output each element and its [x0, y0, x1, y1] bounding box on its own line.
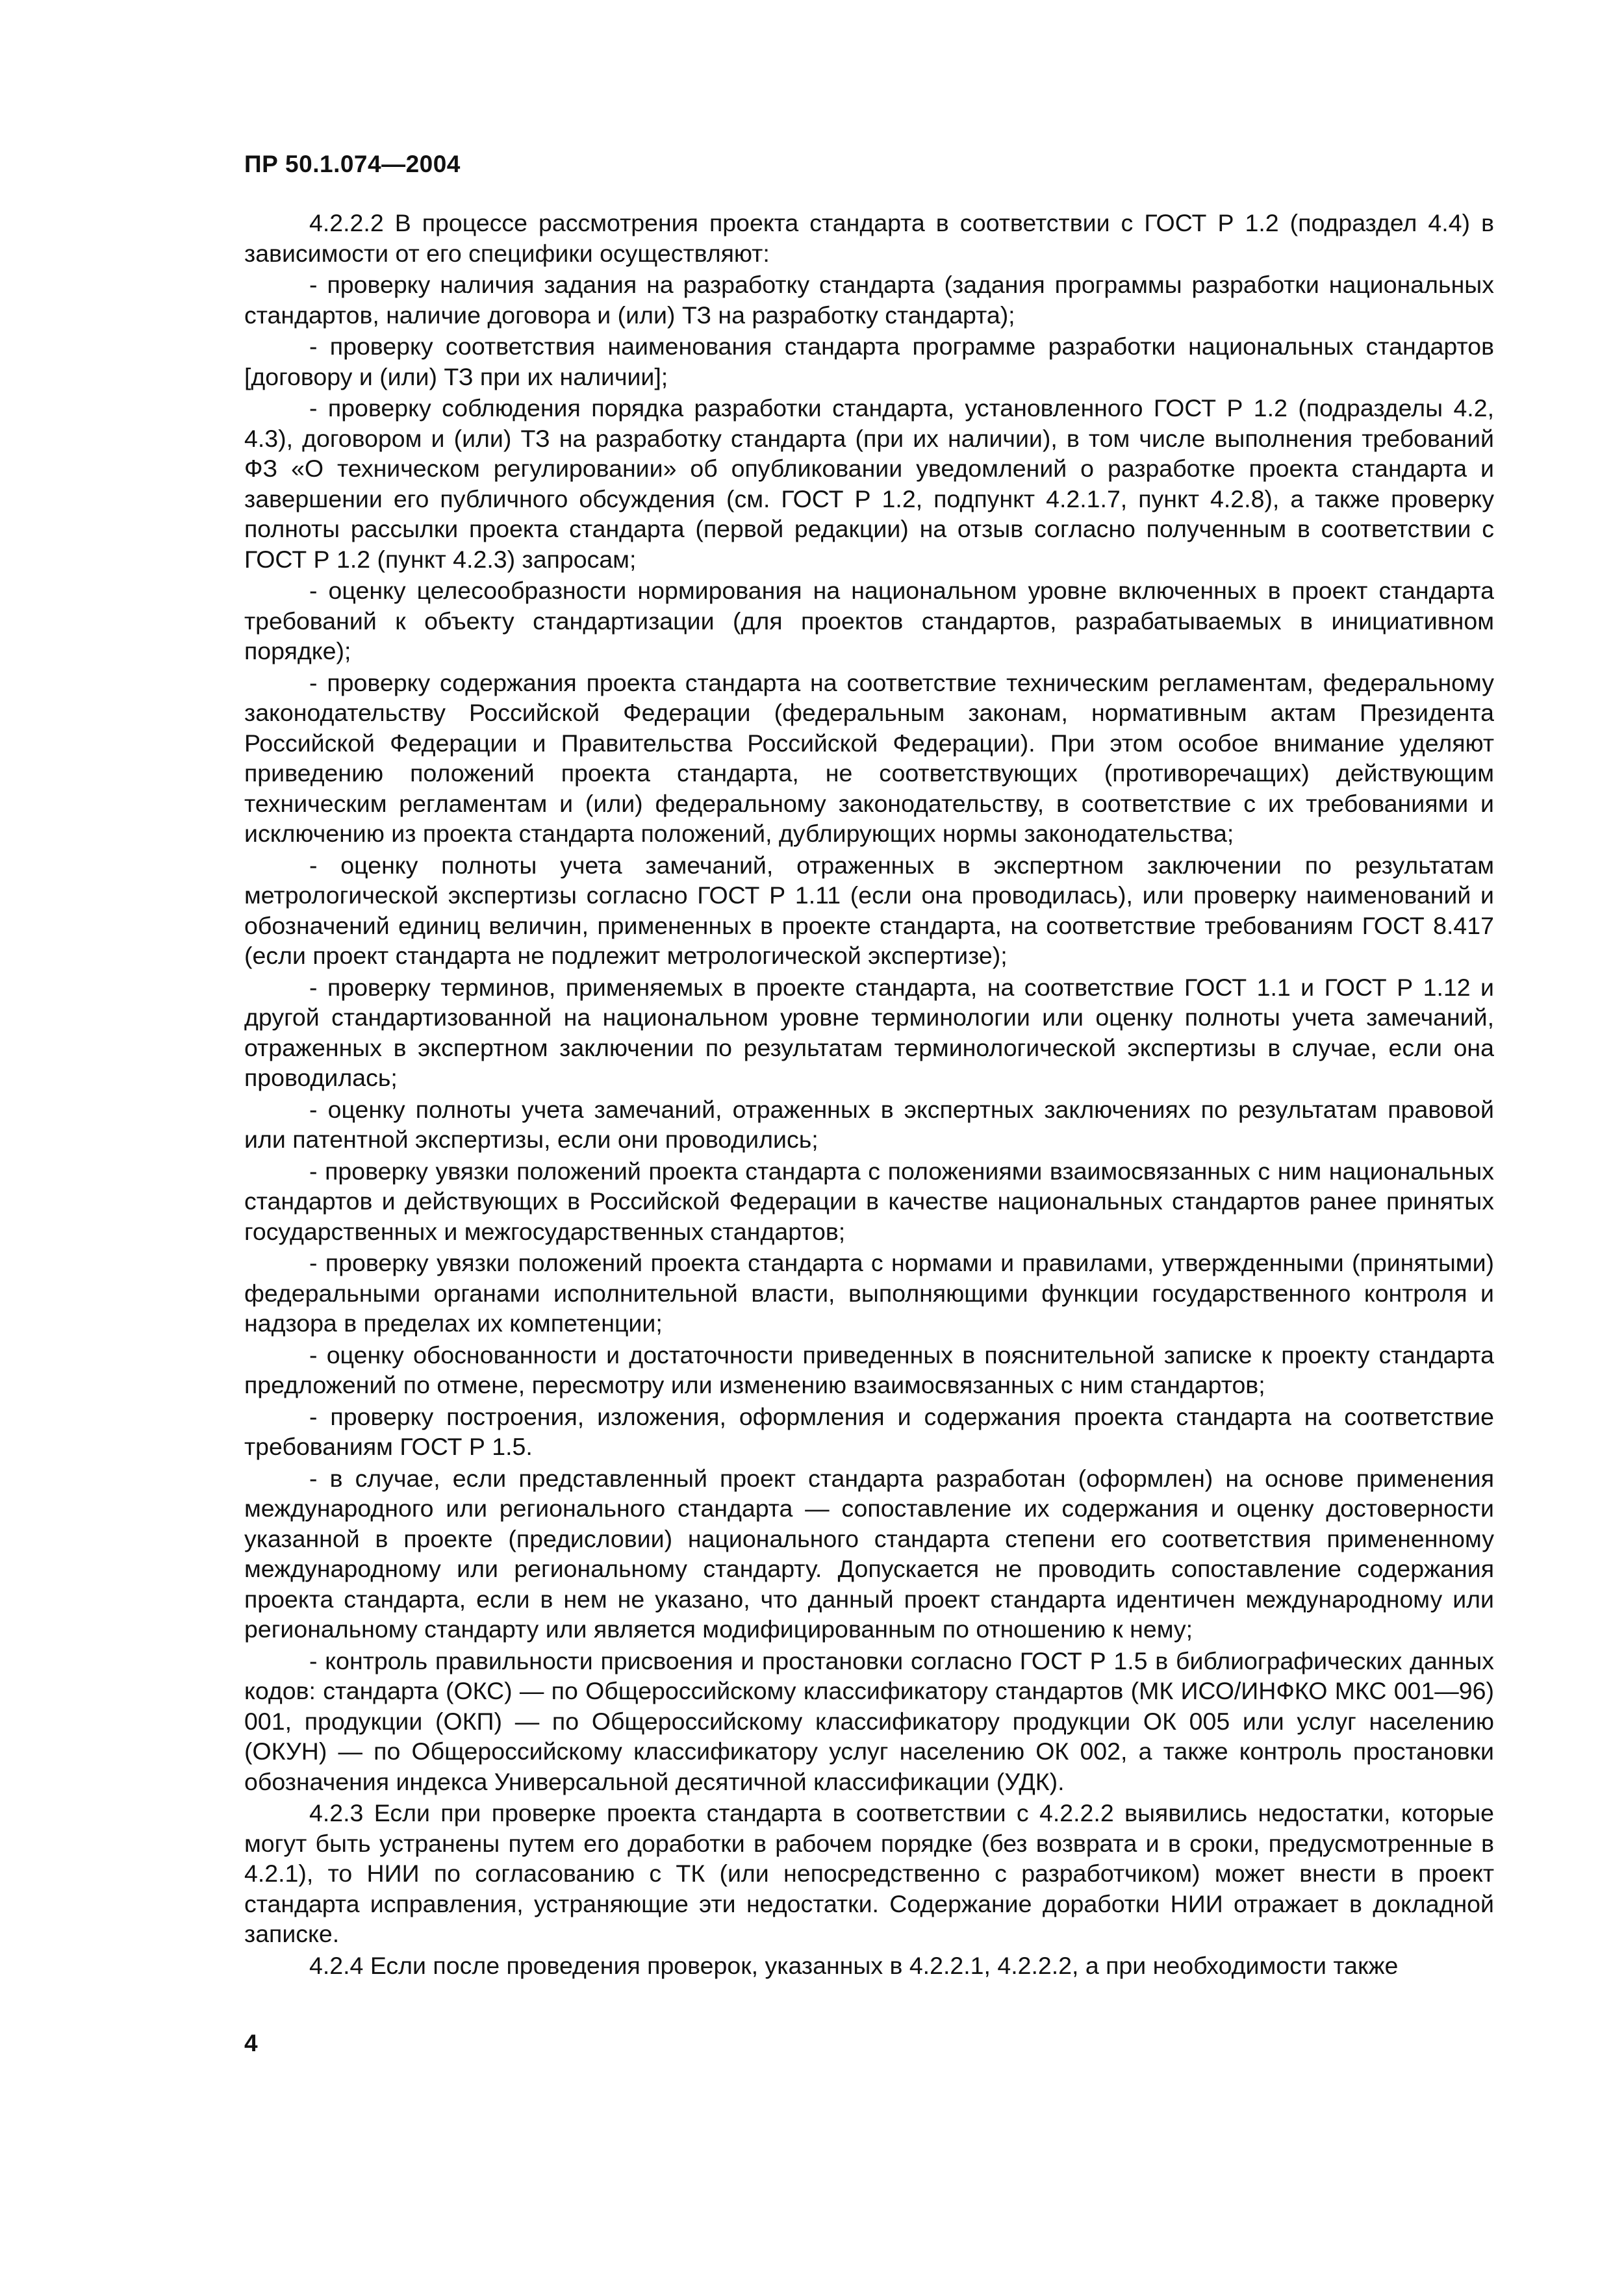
- list-item-metrology-review: - оценку полноты учета замечаний, отраженных в экспертном заключении по результатам метрологической экспертизы согласно ГОСТ Р 1.11 (если она проводилась), или проверку наименований и обозначений единиц величин, примененных в проекте стандарта, на соответствие требованиям ГОСТ 8.417 (если проект стандарта не подлежит метрологической экспертизе);: [244, 851, 1494, 969]
- list-item-codes-control: - контроль правильности присвоения и простановки согласно ГОСТ Р 1.5 в библиографических данных кодов: стандарта (ОКС) — по Общероссийскому классификатору стандартов (МК ИСО/ИНФКО МКС 001—96) 001, продукции (ОКП) — по Общероссийскому классификатору продукции ОК 005 или услуг населению (ОКУН) — по Общероссийскому классификатору услуг населению ОК 002, а также контроль простановки обозначения индекса Универсальной десятичной классификации (УДК).: [244, 1647, 1494, 1795]
- document-designation: ПР 50.1.074—2004: [244, 151, 461, 177]
- list-item-legal-patent-review: - оценку полноты учета замечаний, отраженных в экспертных заключениях по результатам правовой или патентной экспертизы, если они проводились;: [244, 1095, 1494, 1153]
- list-item-regulation-compliance: - проверку содержания проекта стандарта на соответствие техническим регламентам, федеральному законодательству Российской Федерации (федеральным законам, нормативным актам Президента Российской Федерации и Правительства Российской Федерации). При этом особое внимание уделяют приведению положений проекта стандарта, не соответствующих (противоречащих) действующим техническим регламентам и (или) федеральному законодательству, в соответствие с их требованиями и исключению из проекта стандарта положений, дублирующих нормы законодательства;: [244, 668, 1494, 847]
- list-item-terminology-check: - проверку терминов, применяемых в проекте стандарта, на соответствие ГОСТ 1.1 и ГОСТ Р 1.12 и другой стандартизованной на национальном уровне терминологии или оценку полноты учета замечаний, отраженных в экспертном заключении по результатам терминологической экспертизы в случае, если она проводилась;: [244, 973, 1494, 1091]
- list-item-procedure-check: - проверку соблюдения порядка разработки стандарта, установленного ГОСТ Р 1.2 (подразделы 4.2, 4.3), договором и (или) ТЗ на разработку стандарта (при их наличии), в том числе выполнения требований ФЗ «О техническом регулировании» об опубликовании уведомлений о разработке проекта стандарта и завершении его публичного обсуждения (см. ГОСТ Р 1.2, подпункт 4.2.1.7, пункт 4.2.8), а также проверку полноты рассылки проекта стандарта (первой редакции) на отзыв согласно полученным в соответствии с ГОСТ Р 1.2 (пункт 4.2.3) запросам;: [244, 394, 1494, 573]
- list-item-task-check: - проверку наличия задания на разработку стандарта (задания программы разработки национальных стандартов, наличие договора и (или) ТЗ на разработку стандарта);: [244, 271, 1494, 329]
- list-item-feasibility-assessment: - оценку целесообразности нормирования на национальном уровне включенных в проект стандарта требований к объекту стандартизации (для проектов стандартов, разрабатываемых в инициативном порядке);: [244, 577, 1494, 664]
- page-number: 4: [244, 2030, 258, 2056]
- list-item-rules-linkage: - проверку увязки положений проекта стандарта с нормами и правилами, утвержденными (принятыми) федеральными органами исполнительной власти, выполняющими функции государственного контроля и надзора в пределах их компетенции;: [244, 1249, 1494, 1337]
- list-item-standards-linkage: - проверку увязки положений проекта стандарта с положениями взаимосвязанных с ним национальных стандартов и действующих в Российской Федерации в качестве национальных стандартов ранее принятых государственных и межгосударственных стандартов;: [244, 1157, 1494, 1245]
- list-item-title-check: - проверку соответствия наименования стандарта программе разработки национальных стандартов [договору и (или) ТЗ при их наличии];: [244, 333, 1494, 390]
- clause-4-2-3: 4.2.3 Если при проверке проекта стандарта в соответствии с 4.2.2.2 выявились недостатки, которые могут быть устранены путем его доработки в рабочем порядке (без возврата и в сроки, предусмотренные в 4.2.1), то НИИ по согласованию с ТК (или непосредственно с разработчиком) может внести в проект стандарта исправления, устраняющие эти недостатки. Содержание доработки НИИ отражает в докладной записке.: [244, 1799, 1494, 1947]
- clause-4-2-4: 4.2.4 Если после проведения проверок, указанных в 4.2.2.1, 4.2.2.2, а при необходимости также: [309, 1951, 1399, 1979]
- list-item-justification-assessment: - оценку обоснованности и достаточности приведенных в пояснительной записке к проекту стандарта предложений по отмене, пересмотру или изменению взаимосвязанных с ним стандартов;: [244, 1341, 1494, 1398]
- page-body: [244, 208, 1494, 1982]
- clause-4-2-2-2-intro: 4.2.2.2 В процессе рассмотрения проекта стандарта в соответствии с ГОСТ Р 1.2 (подраздел 4.4) в зависимости от его специфики осуществляют:: [244, 209, 1494, 267]
- list-item-structure-check: - проверку построения, изложения, оформления и содержания проекта стандарта на соответствие требованиям ГОСТ Р 1.5.: [244, 1402, 1494, 1460]
- list-item-international-comparison: - в случае, если представленный проект стандарта разработан (оформлен) на основе применения международного или регионального стандарта — сопоставление их содержания и оценку достоверности указанной в проекте (предисловии) национального стандарта степени его соответствия примененному международному или региональному стандарту. Допускается не проводить сопоставление содержания проекта стандарта, если в нем не указано, что данный проект стандарта идентичен международному или региональному стандарту или является модифицированным по отношению к нему;: [244, 1464, 1494, 1643]
